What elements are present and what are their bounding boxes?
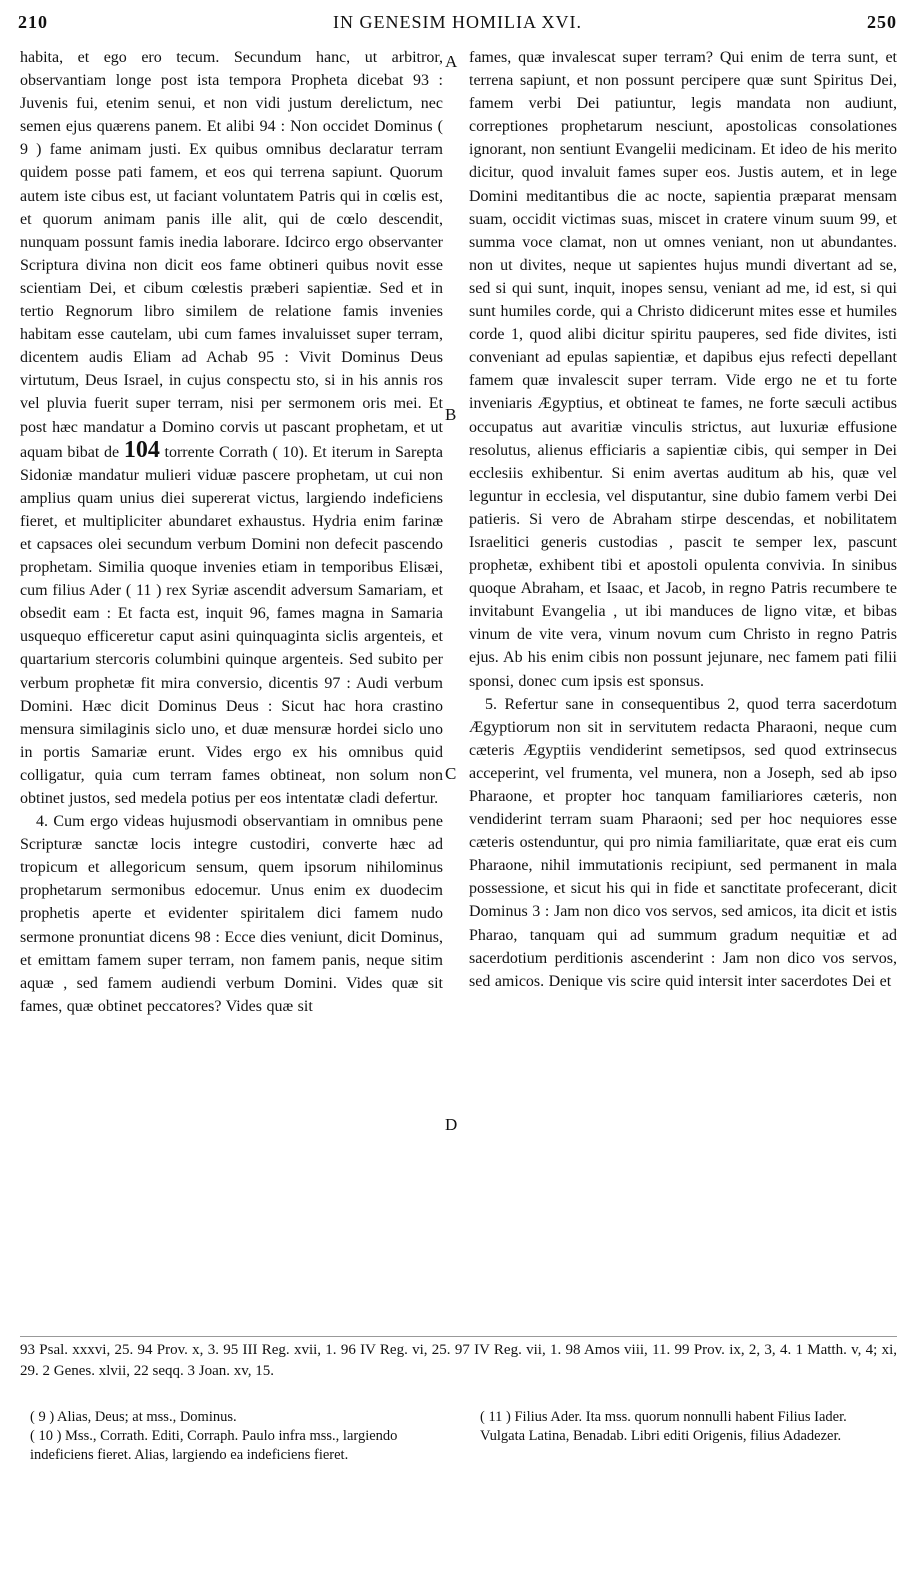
- margin-letter-b: B: [445, 405, 457, 424]
- scripture-references: 93 Psal. xxxvi, 25. 94 Prov. x, 3. 95 III Reg. xvii, 1. 96 IV Reg. vi, 25. 97 IV Reg. vii, 1. 98 Amos viii, 11. 99 Prov. ix, 2, 3, 4. 1 Matth. v, 4; xi, 29. 2 Genes. xlvii, 22 seqq. 3 Joan. xv, 15.: [20, 1342, 897, 1379]
- page-number-right: 250: [867, 12, 897, 32]
- left-column: [20, 46, 443, 1018]
- left-paragraph-1-text: habita, et ego ero tecum. Secundum hanc, ut arbitror, observantiam longe post ista tempora Propheta dicebat 93 : Juvenis fui, etenim senui, et non vidi justum derelictum, nec semen ejus quærens panem. Et alibi 94 : Non occidet Dominus ( 9 ) fame animam justi. Ex quibus omnibus declaratur terram quidem posse pati famem, et eos qui terrena sapiunt. Quorum autem iste cibus est, ut faciant voluntatem Patris qui in cœlis est, et quorum animam panis ille alit, qui de cœlo descendit, nunquam possunt famis inedia laborare. Idcirco ergo observanter Scriptura divina non dicit eos fame obtineri quibus novit esse scientiam Dei, et cibum cœlestis præberi sapientiæ. Sed et in tertio Regnorum libro similem de relatione famis invenies habitam esse cautelam, ubi cum fames invaluisset super terram, dicentem audis Eliam ad Achab 95 : Vivit Dominus Deus virtutum, Deus Israel, in cujus conspectu sto, si in his annis ros vel pluvia fuerit super terram, nisi per sermonem oris mei. Et post hæc mandatur a Domino corvis ut pascant prophetam, et ut aquam bibat de: [20, 49, 443, 461]
- note-10: ( 10 ) Mss., Corrath. Editi, Corraph. Paulo infra mss., largiendo indeficiens fieret. Alias, largiendo ea indeficiens fieret.: [30, 1428, 398, 1463]
- left-paragraph-1-cont: torrente Corrath ( 10). Et iterum in Sarepta Sidoniæ mandatur mulieri viduæ pascere prophetam, ut cui non amplius quam unius diei supererat victus, largiendo indeficiens fieret, et multipliciter abundaret exhaustus. Hydria enim farinæ et capsaces olei secundum verbum Domini non defecit pascendo prophetam. Similia quoque invenies etiam in temporibus Elisæi, cum filius Ader ( 11 ) rex Syriæ ascendit adversum Samariam, et obsedit eam : Et facta est, inquit 96, fames magna in Samaria usquequo efficeretur caput asini quinquaginta siclis argenteis, et quartarium stercoris columbini quinque argenteis. Sed subito per verbum prophetæ fit mira conversio, dicentis 97 : Audi verbum Domini. Hæc dicit Dominus Deus : Sicut hac hora crastino mensura similaginis siclo uno, et duæ mensuræ hordei siclo uno in portis Samariæ erunt. Vides ergo ex his omnibus quid colligatur, quia cum terram fames obtineat, non solum non obtinet justos, sed medela potius per eos intentatæ cladi defertur.: [20, 443, 443, 807]
- left-paragraph-2: 4. Cum ergo videas hujusmodi observantiam in omnibus pene Scripturæ sanctæ locis integre custodiri, converte hæc ad tropicum et allegoricum sensum, quem ipsorum nihilominus prophetarum sermonibus edocemur. Unus enim ex duodecim prophetis aperte et evidenter spiritalem dici famem nudo sermone pronuntiat dicens 98 : Ecce dies veniunt, dicit Dominus, et emittam famem super terram, non famem panis, neque sitim aquæ , sed famem audiendi verbum Domini. Vides quæ sit fames, quæ obtinet peccatores? Vides quæ sit: [20, 813, 443, 1015]
- editorial-notes-left: [30, 1408, 430, 1465]
- left-paragraph-1: [20, 46, 443, 810]
- note-11: ( 11 ) Filius Ader. Ita mss. quorum nonnulli habent Filius Iader. Vulgata Latina, Benadab. Libri editi Origenis, filius Adadezer.: [480, 1409, 847, 1444]
- right-paragraph-2: 5. Refertur sane in consequentibus 2, quod terra sacerdotum Ægyptiorum non sit in servitutem redacta Pharaoni, neque cum cæteris Ægyptiis vendiderint semetipsos, sed quod extrinsecus acceperint, vel frumenta, vel munera, non a Joseph, sed ab ipso Pharaone, et propter hoc tanquam familiariores cæteris, non vendiderint terram suam Pharaoni; sed per hoc nequiores esse cæteris ostenduntur, qui pro nimia familiaritate, quæ erat eis cum Pharaone, nihil immutationis recipiunt, sed permanent in mala possessione, et sicut his qui in fide et sanctitate profecerant, dicit Dominus 3 : Jam non dico vos servos, sed amicos, ita dicit et istis Pharao, tanquam qui ad summum gradum nequitiæ et ad sacerdotium perditionis ascenderint : Jam non dico vos servos, sed amicos. Denique vis scire quid intersit inter sacerdotes Dei et: [469, 695, 897, 990]
- running-title: IN GENESIM HOMILIA XVI.: [333, 12, 582, 32]
- margin-letter-a: A: [445, 52, 458, 71]
- page-header: [18, 12, 897, 42]
- editorial-notes-right: [480, 1408, 895, 1446]
- column-reference-number: 104: [123, 436, 160, 463]
- page-number-left: 210: [18, 12, 48, 32]
- margin-letter-d: D: [445, 1115, 458, 1134]
- margin-letter-c: C: [445, 764, 457, 783]
- note-9: ( 9 ) Alias, Deus; at mss., Dominus.: [30, 1409, 237, 1425]
- right-paragraph-1: fames, quæ invalescat super terram? Qui enim de terra sunt, et terrena sapiunt, et non possunt percipere quæ sunt Spiritus Dei, famem verbi Dei patiuntur, legis mandata non audiunt, correptiones prophetarum nesciunt, apostolicas consolationes ignorant, non sentiunt Evangelii medicinam. Et ideo de his merito dicitur, quod invaluit fames super eos. Justis autem, et in lege Domini meditantibus die ac nocte, sapientia præparat mensam suam, occidit victimas suas, miscet in cratere vinum suum 99, et summa voce clamat, non ut omnes veniant, non ut abundantes. non ut divites, neque ut sapientes hujus mundi divertant ad se, sed si qui sunt, inquit, inopes sensu, veniant ad me, id est, si qui sunt humiles corde, qui a Christo didicerunt mites esse et humiles corde 1, quod alibi dicitur spiritu pauperes, sed fide divites, isti conveniant ad epulas sapientiæ, et dapibus ejus refecti depellant famem quæ invalescit super terram. Vide ergo ne et tu forte inveniaris Ægyptius, et obtineat te fames, ne forte sæculi actibus occupatus aut avaritiæ vinculis strictus, aut luxuriæ effusione resolutus, alienus efficiaris a sapientiæ cibis, qui semper in Dei ecclesiis exhibentur. Si enim avertas auditum ab his, quæ vel leguntur in ecclesia, vel disputantur, sine dubio famem verbi Dei patieris. Si vero de Abraham stirpe descendas, et nobilitatem Israelitici generis custodias , pascit te semper lex, pascunt prophetæ, exhibent tibi et apostoli opulenta convivia. In sinibus quoque Abraham, et Isaac, et Jacob, in regno Patris recumbere te invitabunt Evangelia , ut ibi manduces de ligno vitæ, et bibas vinum de vite vera, vinum novum cum Christo in regno Patris ejus. Ab his enim cibis non possunt jejunare, nec famem pati filii sponsi, donec cum ipsis est sponsus.: [469, 49, 897, 690]
- footnote-divider: [20, 1336, 897, 1337]
- right-column: [469, 46, 897, 993]
